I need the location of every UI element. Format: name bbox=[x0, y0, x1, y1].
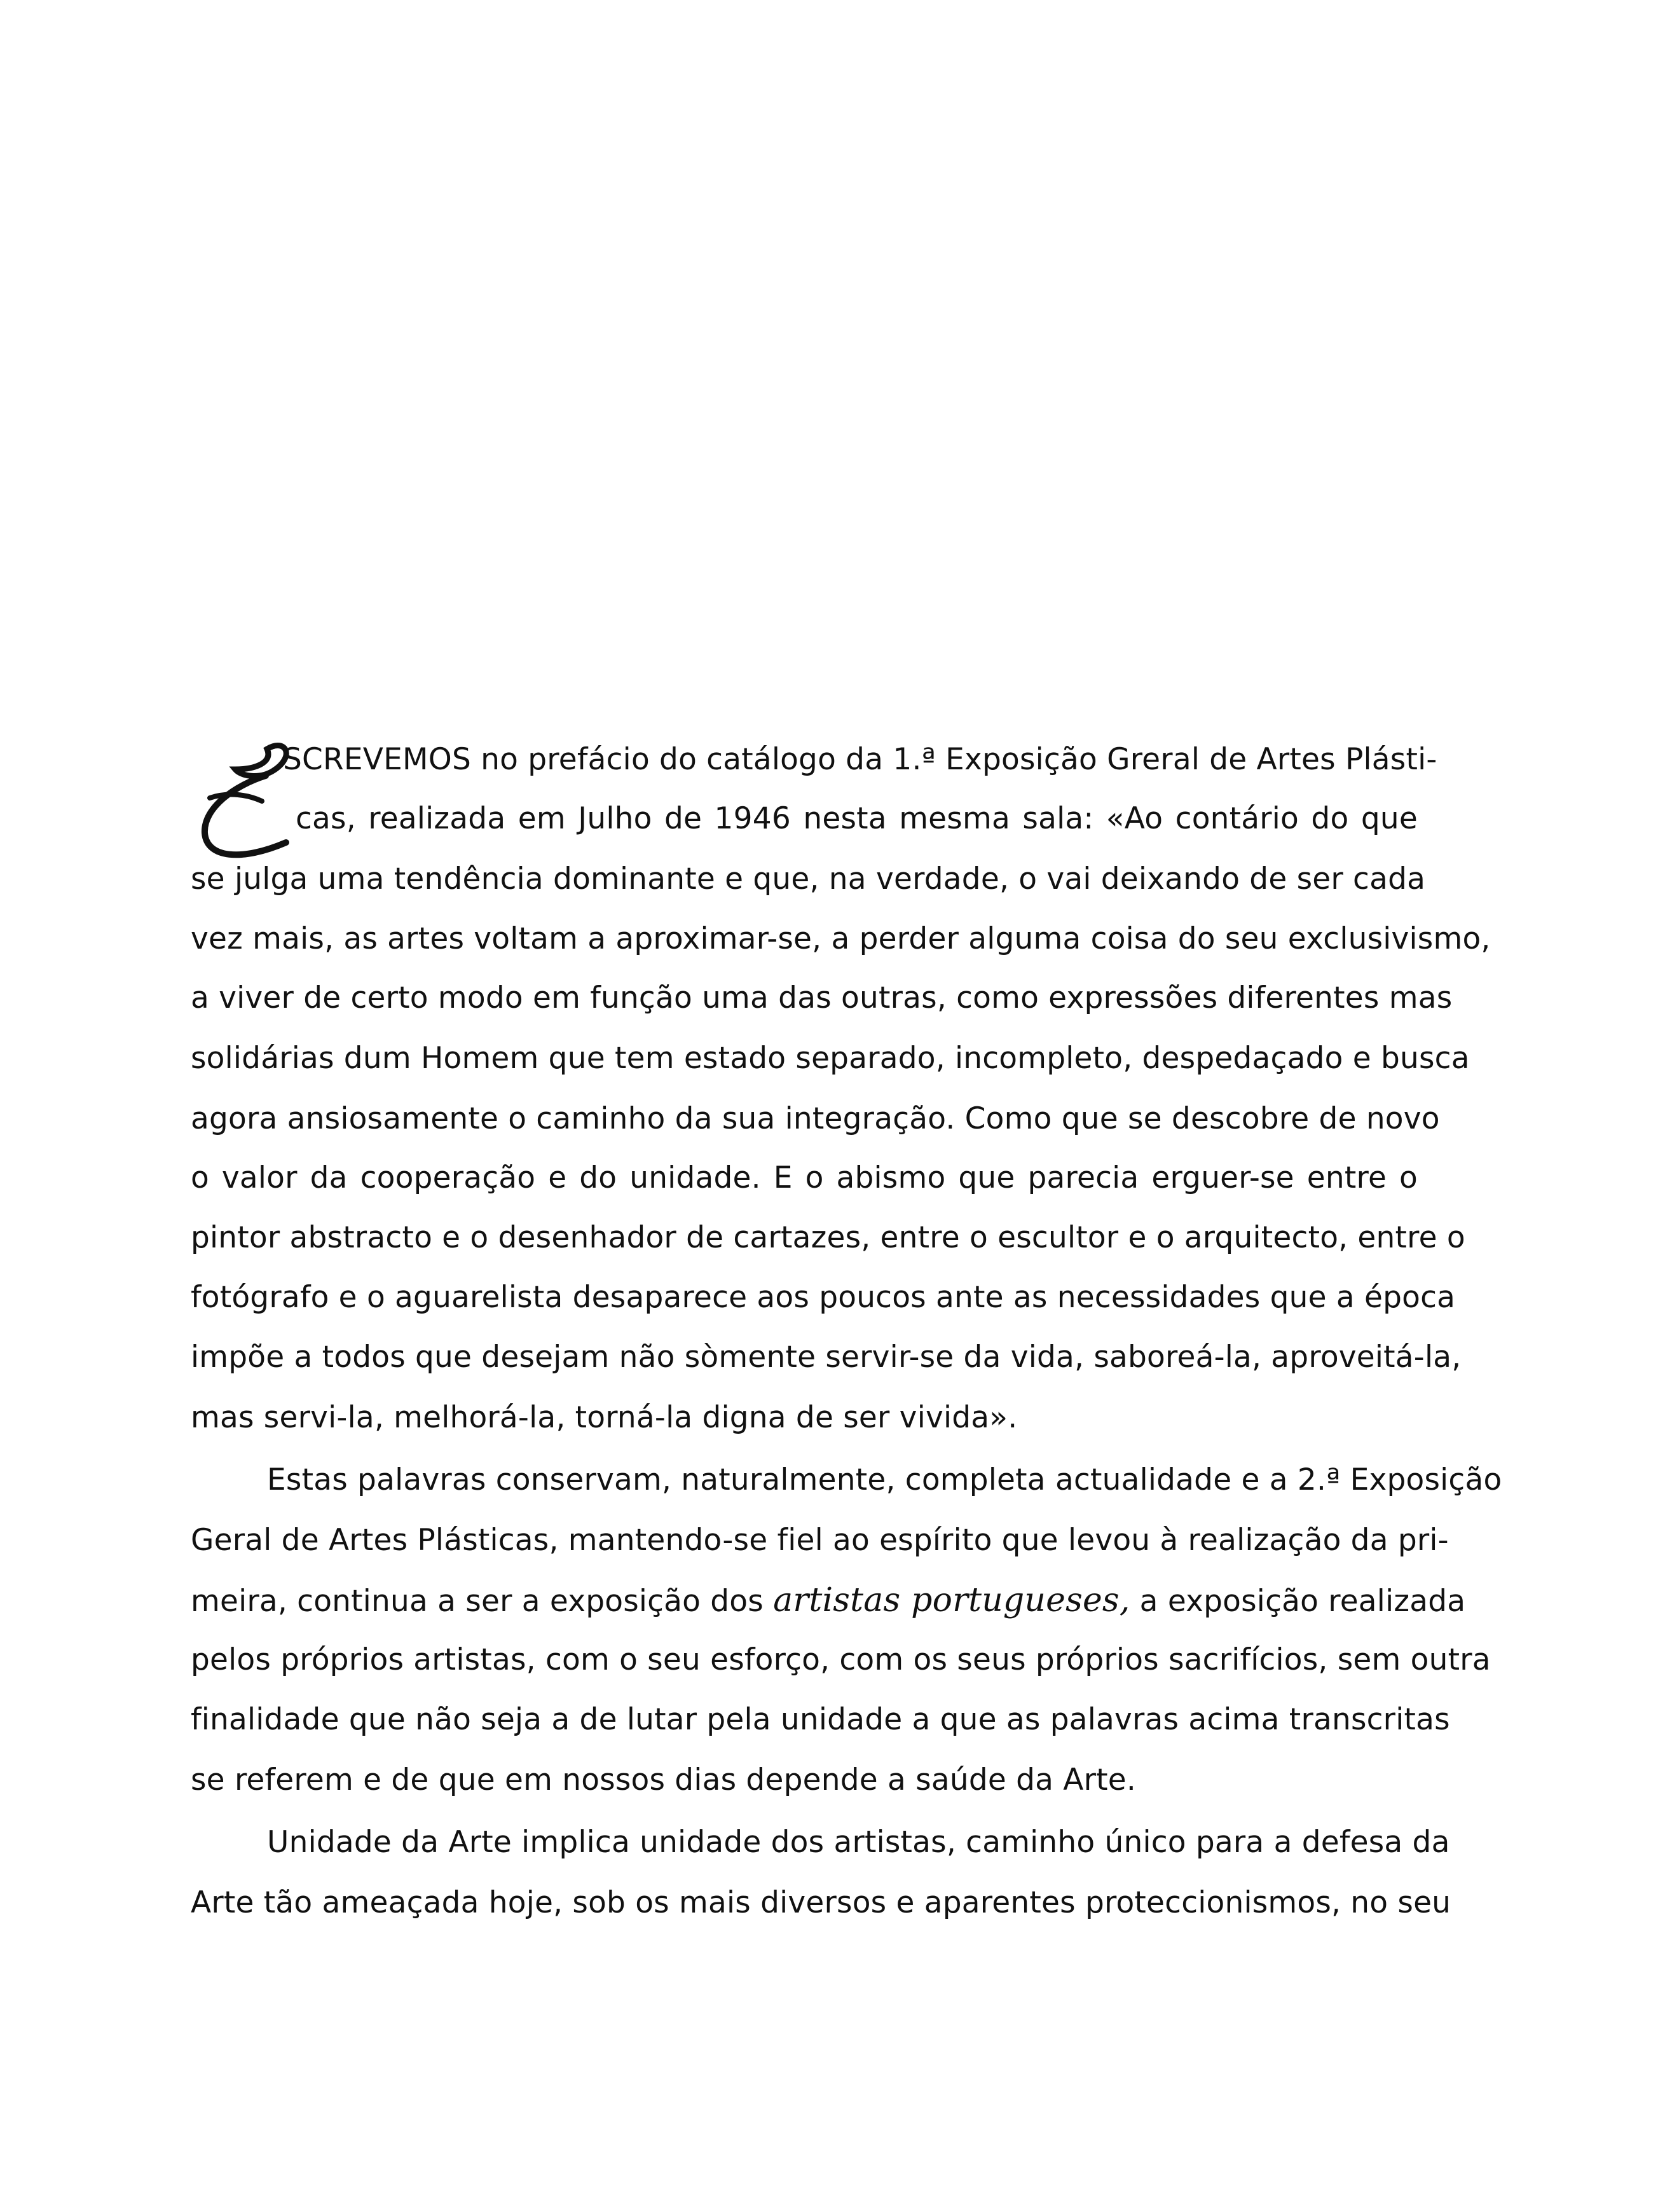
paragraph-2-line-3-end: a exposição realizada bbox=[1130, 1584, 1466, 1619]
paragraph-2-line-2: Geral de Artes Plásticas, mantendo-se fiel ao espírito que levou à realização da pri- bbox=[191, 1523, 1449, 1558]
paragraph-2-line-3 bbox=[191, 1581, 1466, 1619]
paragraph-3-line-2: Arte tão ameaçada hoje, sob os mais diversos e aparentes proteccionismos, no seu bbox=[191, 1885, 1451, 1920]
paragraph-2-line-1: Estas palavras conservam, naturalmente, completa actualidade e a 2.ª Exposição bbox=[267, 1462, 1502, 1497]
paragraph-2-line-4: pelos próprios artistas, com o seu esforço, com os seus próprios sacrifícios, sem outra bbox=[191, 1642, 1491, 1677]
paragraph-1-line-7: agora ansiosamente o caminho da sua integração. Como que se descobre de novo bbox=[191, 1101, 1440, 1136]
paragraph-2-line-3-start: meira, continua a ser a exposição dos bbox=[191, 1584, 774, 1619]
paragraph-1-line-10: fotógrafo e o aguarelista desaparece aos poucos ante as necessidades que a época bbox=[191, 1280, 1456, 1315]
paragraph-1-line-8: o valor da cooperação e do unidade. E o abismo que parecia erguer-se entre o bbox=[191, 1160, 1418, 1195]
paragraph-1-line-9: pintor abstracto e o desenhador de cartazes, entre o escultor e o arquitecto, entre o bbox=[191, 1220, 1465, 1255]
paragraph-2-line-5: finalidade que não seja a de lutar pela unidade a que as palavras acima transcritas bbox=[191, 1702, 1450, 1737]
paragraph-1-line-11: impõe a todos que desejam não sòmente servir-se da vida, saboreá-la, aproveitá-la, bbox=[191, 1340, 1462, 1375]
paragraph-1-line-4: vez mais, as artes voltam a aproximar-se, a perder alguma coisa do seu exclusivismo, bbox=[191, 921, 1491, 956]
paragraph-2-line-6: se referem e de que em nossos dias depende a saúde da Arte. bbox=[191, 1762, 1137, 1797]
paragraph-1-line-5: a viver de certo modo em função uma das outras, como expressões diferentes mas bbox=[191, 980, 1453, 1015]
paragraph-1-line-2: cas, realizada em Julho de 1946 nesta mesma sala: «Ao contário do que bbox=[296, 801, 1418, 836]
paragraph-3-line-1: Unidade da Arte implica unidade dos artistas, caminho único para a defesa da bbox=[267, 1825, 1450, 1860]
paragraph-1-line-1: SCREVEMOS no prefácio do catálogo da 1.ª Exposição Greral de Artes Plásti- bbox=[283, 742, 1437, 777]
paragraph-1-line-3: se julga uma tendência dominante e que, na verdade, o vai deixando de ser cada bbox=[191, 862, 1426, 896]
paragraph-1-line-12: mas servi-la, melhorá-la, torná-la digna de ser vivida». bbox=[191, 1400, 1018, 1435]
emphasized-phrase: artistas portugueses, bbox=[773, 1581, 1130, 1619]
paragraph-1-line-6: solidárias dum Homem que tem estado separado, incompleto, despedaçado e busca bbox=[191, 1041, 1470, 1076]
